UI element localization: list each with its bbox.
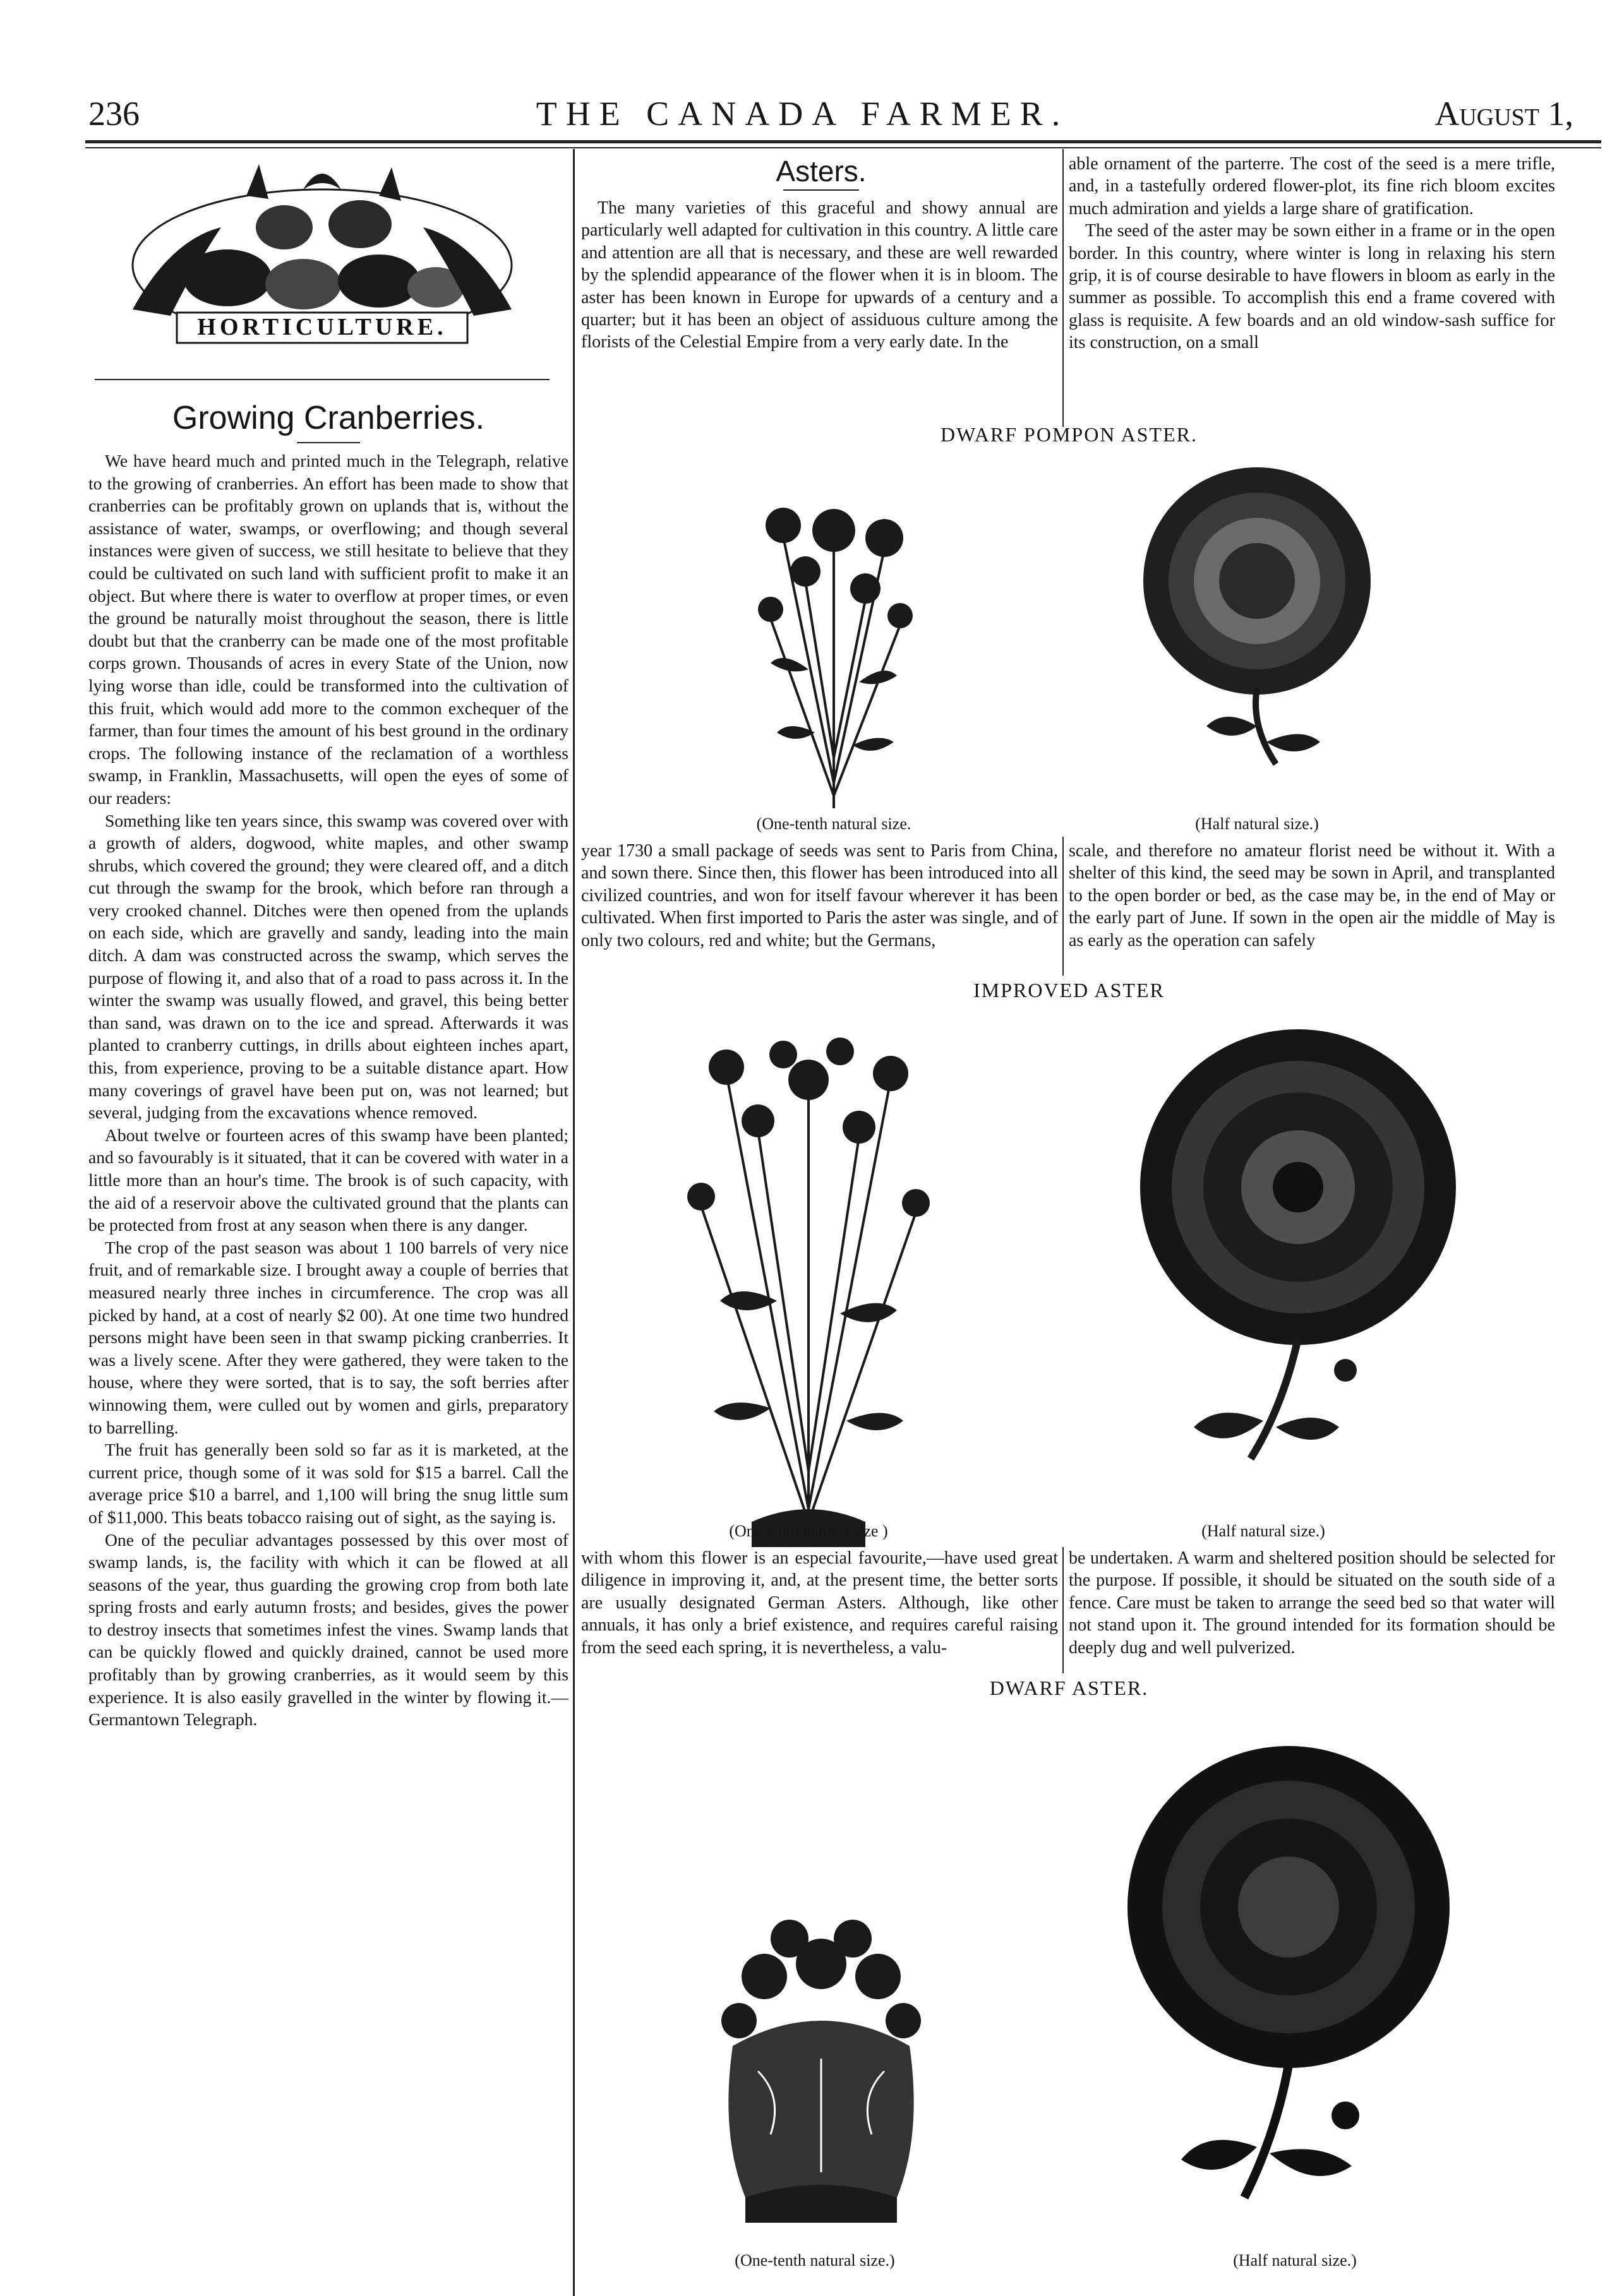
banner-underline xyxy=(95,379,550,380)
header-rule-thin xyxy=(85,147,1601,148)
asters-paragraph: with whom this flower is an especial favourite,—have used great diligence in improving it, and, at the present time, the better sorts are usually designated German Asters. Although, like other annuals, it has only a brief existence, and requires careful raising from the seed each spring, it is nevertheless, a valu- xyxy=(581,1548,1058,1658)
asters-title: Asters. xyxy=(776,155,867,188)
cranberries-paragraph: One of the peculiar advantages possessed by this over most of swamp lands, is, the facility with which it can be flowed at all seasons of the year, thus guarding the growing crop from both late spring frosts and early autumn frosts; and besides, gives the power to destroy insects that sometimes infest the vines. Swamp lands that can be quickly flowed and quickly drained, cannot be used more profitably than by growing cranberries, as it would seem by this experience. It is also easily gravelled in the winter by flowing it.—Germantown Telegraph. xyxy=(88,1529,568,1730)
improved-aster-plant-illustration xyxy=(676,1017,941,1547)
cranberries-paragraph: About twelve or fourteen acres of this swamp have been planted; and so favourably is it situated, that it can be covered with water in a little more than an hour's time. The brook is of such capacity, with the aid of a reservoir above the cultivated ground that the plants can be protected from frost at any season when there is any danger. xyxy=(88,1125,568,1235)
improved-aster-flower-illustration xyxy=(1137,1017,1459,1509)
column-separator-top-middle xyxy=(1062,149,1064,427)
asters-column-a-mid xyxy=(581,840,1058,952)
header-rule-thick xyxy=(85,140,1601,143)
improved-aster-caption-right: (Half natural size.) xyxy=(1201,1522,1325,1540)
dwarf-pompon-caption-left: (One-tenth natural size. xyxy=(756,815,911,833)
asters-column-b-mid xyxy=(1069,840,1555,952)
asters-paragraph: be undertaken. A warm and sheltered position should be selected for the purpose. If possible, it should be situated on the south side of a fence. Care must be taken to arrange the seed bed so that water will not stand upon it. The ground intended for its formation should be deeply dug and well pulverized. xyxy=(1069,1548,1555,1658)
dwarf-pompon-heading: DWARF POMPON ASTER. xyxy=(941,423,1198,446)
page-number: 236 xyxy=(88,95,140,133)
dwarf-aster-caption-right: (Half natural size.) xyxy=(1233,2251,1357,2269)
column-separator-mid-middle xyxy=(1062,837,1064,976)
asters-title-rule xyxy=(783,189,859,191)
asters-paragraph: The many varieties of this graceful and showy annual are particularly well adapted for cultivation in this country. A little care and attention are all that is necessary, and these are well rewarded by the splendid appearance of the flower when it is in bloom. The aster has been known in Europe for upwards of a century and a quarter; but it has been an object of assiduous culture among the florists of the Celestial Empire from a very early date. In the xyxy=(581,198,1058,352)
asters-column-a-top xyxy=(581,197,1058,354)
asters-paragraph: able ornament of the parterre. The cost of the seed is a mere trifle, and, in a tastefully ordered flower-plot, its fine rich bloom excites much admiration and yields a large share of gratification. xyxy=(1069,154,1555,218)
asters-paragraph: scale, and therefore no amateur florist need be without it. With a shelter of this kind, the seed may be sown in April, and transplanted to the open border or bed, as the case may be, in the end of May or the early part of June. If sown in the open air the middle of May is as early as the operation can safely xyxy=(1069,841,1555,950)
improved-aster-caption-left: (One tenth natural size ) xyxy=(729,1522,888,1540)
cranberries-paragraph: The fruit has generally been sold so far as it is marketed, at the current price, though some of it was sold for $15 a barrel. Call the average price $10 a barrel, and 1,100 will bring the snug little sum of $11,000. This beats tobacco raising out of sight, as the saying is. xyxy=(88,1440,568,1527)
asters-paragraph: year 1730 a small package of seeds was sent to Paris from China, and sown there. Since then, this flower has been introduced into all civilized countries, and won for itself favour wherever it has been cultivated. When first imported to Paris the aster was single, and of only two colours, red and white; but the Germans, xyxy=(581,841,1058,950)
masthead: THE CANADA FARMER. xyxy=(536,95,1069,133)
asters-paragraph: The seed of the aster may be sown either in a frame or in the open border. In this country, where winter is long in relaxing his stern grip, it is of course desirable to have flowers in bloom as early in the summer as possible. To accomplish this end a frame covered with glass is requisite. A few boards and an old window-sash suffice for its construction, on a small xyxy=(1069,221,1555,353)
horticulture-banner-label: HORTICULTURE. xyxy=(197,314,447,340)
cranberries-title-rule xyxy=(297,442,360,443)
dwarf-pompon-caption-right: (Half natural size.) xyxy=(1195,815,1319,833)
column-separator-low-middle xyxy=(1062,1547,1064,1673)
column-separator-left xyxy=(573,149,575,2296)
asters-column-b-top xyxy=(1069,153,1555,354)
issue-date: August 1, xyxy=(1434,95,1573,133)
cranberries-paragraph: The crop of the past season was about 1 100 barrels of very nice fruit, and of remarkable size. I brought away a couple of berries that measured nearly three inches in circumference. The crop was all picked by hand, at a cost of nearly $2 00). At one time two hundred persons might have been seen in that swamp picking cranberries. It was a lively scene. After they were gathered, they were taken to the house, where they were sorted, that is to say, the soft berries after winnowing them, were culled out by women and girls, preparatory to barrelling. xyxy=(88,1237,568,1437)
dwarf-pompon-plant-illustration xyxy=(745,455,922,808)
dwarf-aster-heading: DWARF ASTER. xyxy=(989,1677,1149,1699)
asters-column-b-low xyxy=(1069,1547,1555,1659)
dwarf-aster-caption-left: (One-tenth natural size.) xyxy=(735,2251,895,2269)
cranberries-article xyxy=(88,450,568,1731)
asters-column-a-low xyxy=(581,1547,1058,1659)
cranberries-paragraph: Something like ten years since, this swamp was covered over with a growth of alders, dogwood, white maples, and other swamp shrubs, which covered the ground; they were cleared off, and a ditch cut through the swamp for the brook, which before ran through a very crooked channel. Ditches were then opened from the uplands on each side, which are gravelly and sandy, leading into the main ditch. A dam was constructed across the swamp, which serves the purpose of flowing it, and also that of a road to pass across it. In the winter the swamp was usually flowed, and gravel, this being better than sand, was drawn on to the ice and spread. Afterwards it was planted to cranberry cuttings, in drills about eighteen inches apart, this, from experience, proving to be a suitable distance apart. How many coverings of gravel have been put on, was not learned; but several, judging from the excavations whence removed. xyxy=(88,810,568,1123)
dwarf-aster-plant-illustration xyxy=(707,1907,935,2248)
cranberries-paragraph: We have heard much and printed much in the Telegraph, relative to the growing of cranberries. An effort has been made to show that cranberries can be profitably grown on uplands that is, without the assistance of water, swamps, or overflowing; and though several instances were given of success, we still hesitate to believe that they could be cultivated on such land with sufficient profit to make it an object. But where there is water to overflow at proper times, or even the ground be naturally moist throughout the season, there is little doubt but that the cranberry can be made one of the most profitable corps grown. Thousands of acres in every State of the Union, now lying worse than idle, could be transformed into the cultivation of this fruit, which would add more to the common exchequer of the farmer, than four times the amount of his best ground in the ordinary crops. The following instance of the reclamation of a worthless swamp, in Franklin, Massachusetts, will open the eyes of some of our readers: xyxy=(88,451,568,808)
dwarf-aster-flower-illustration xyxy=(1118,1705,1459,2242)
horticulture-banner-illustration xyxy=(95,152,550,366)
cranberries-title: Growing Cranberries. xyxy=(172,400,485,436)
dwarf-pompon-flower-illustration xyxy=(1131,455,1383,770)
improved-aster-heading: IMPROVED ASTER xyxy=(973,979,1165,1002)
